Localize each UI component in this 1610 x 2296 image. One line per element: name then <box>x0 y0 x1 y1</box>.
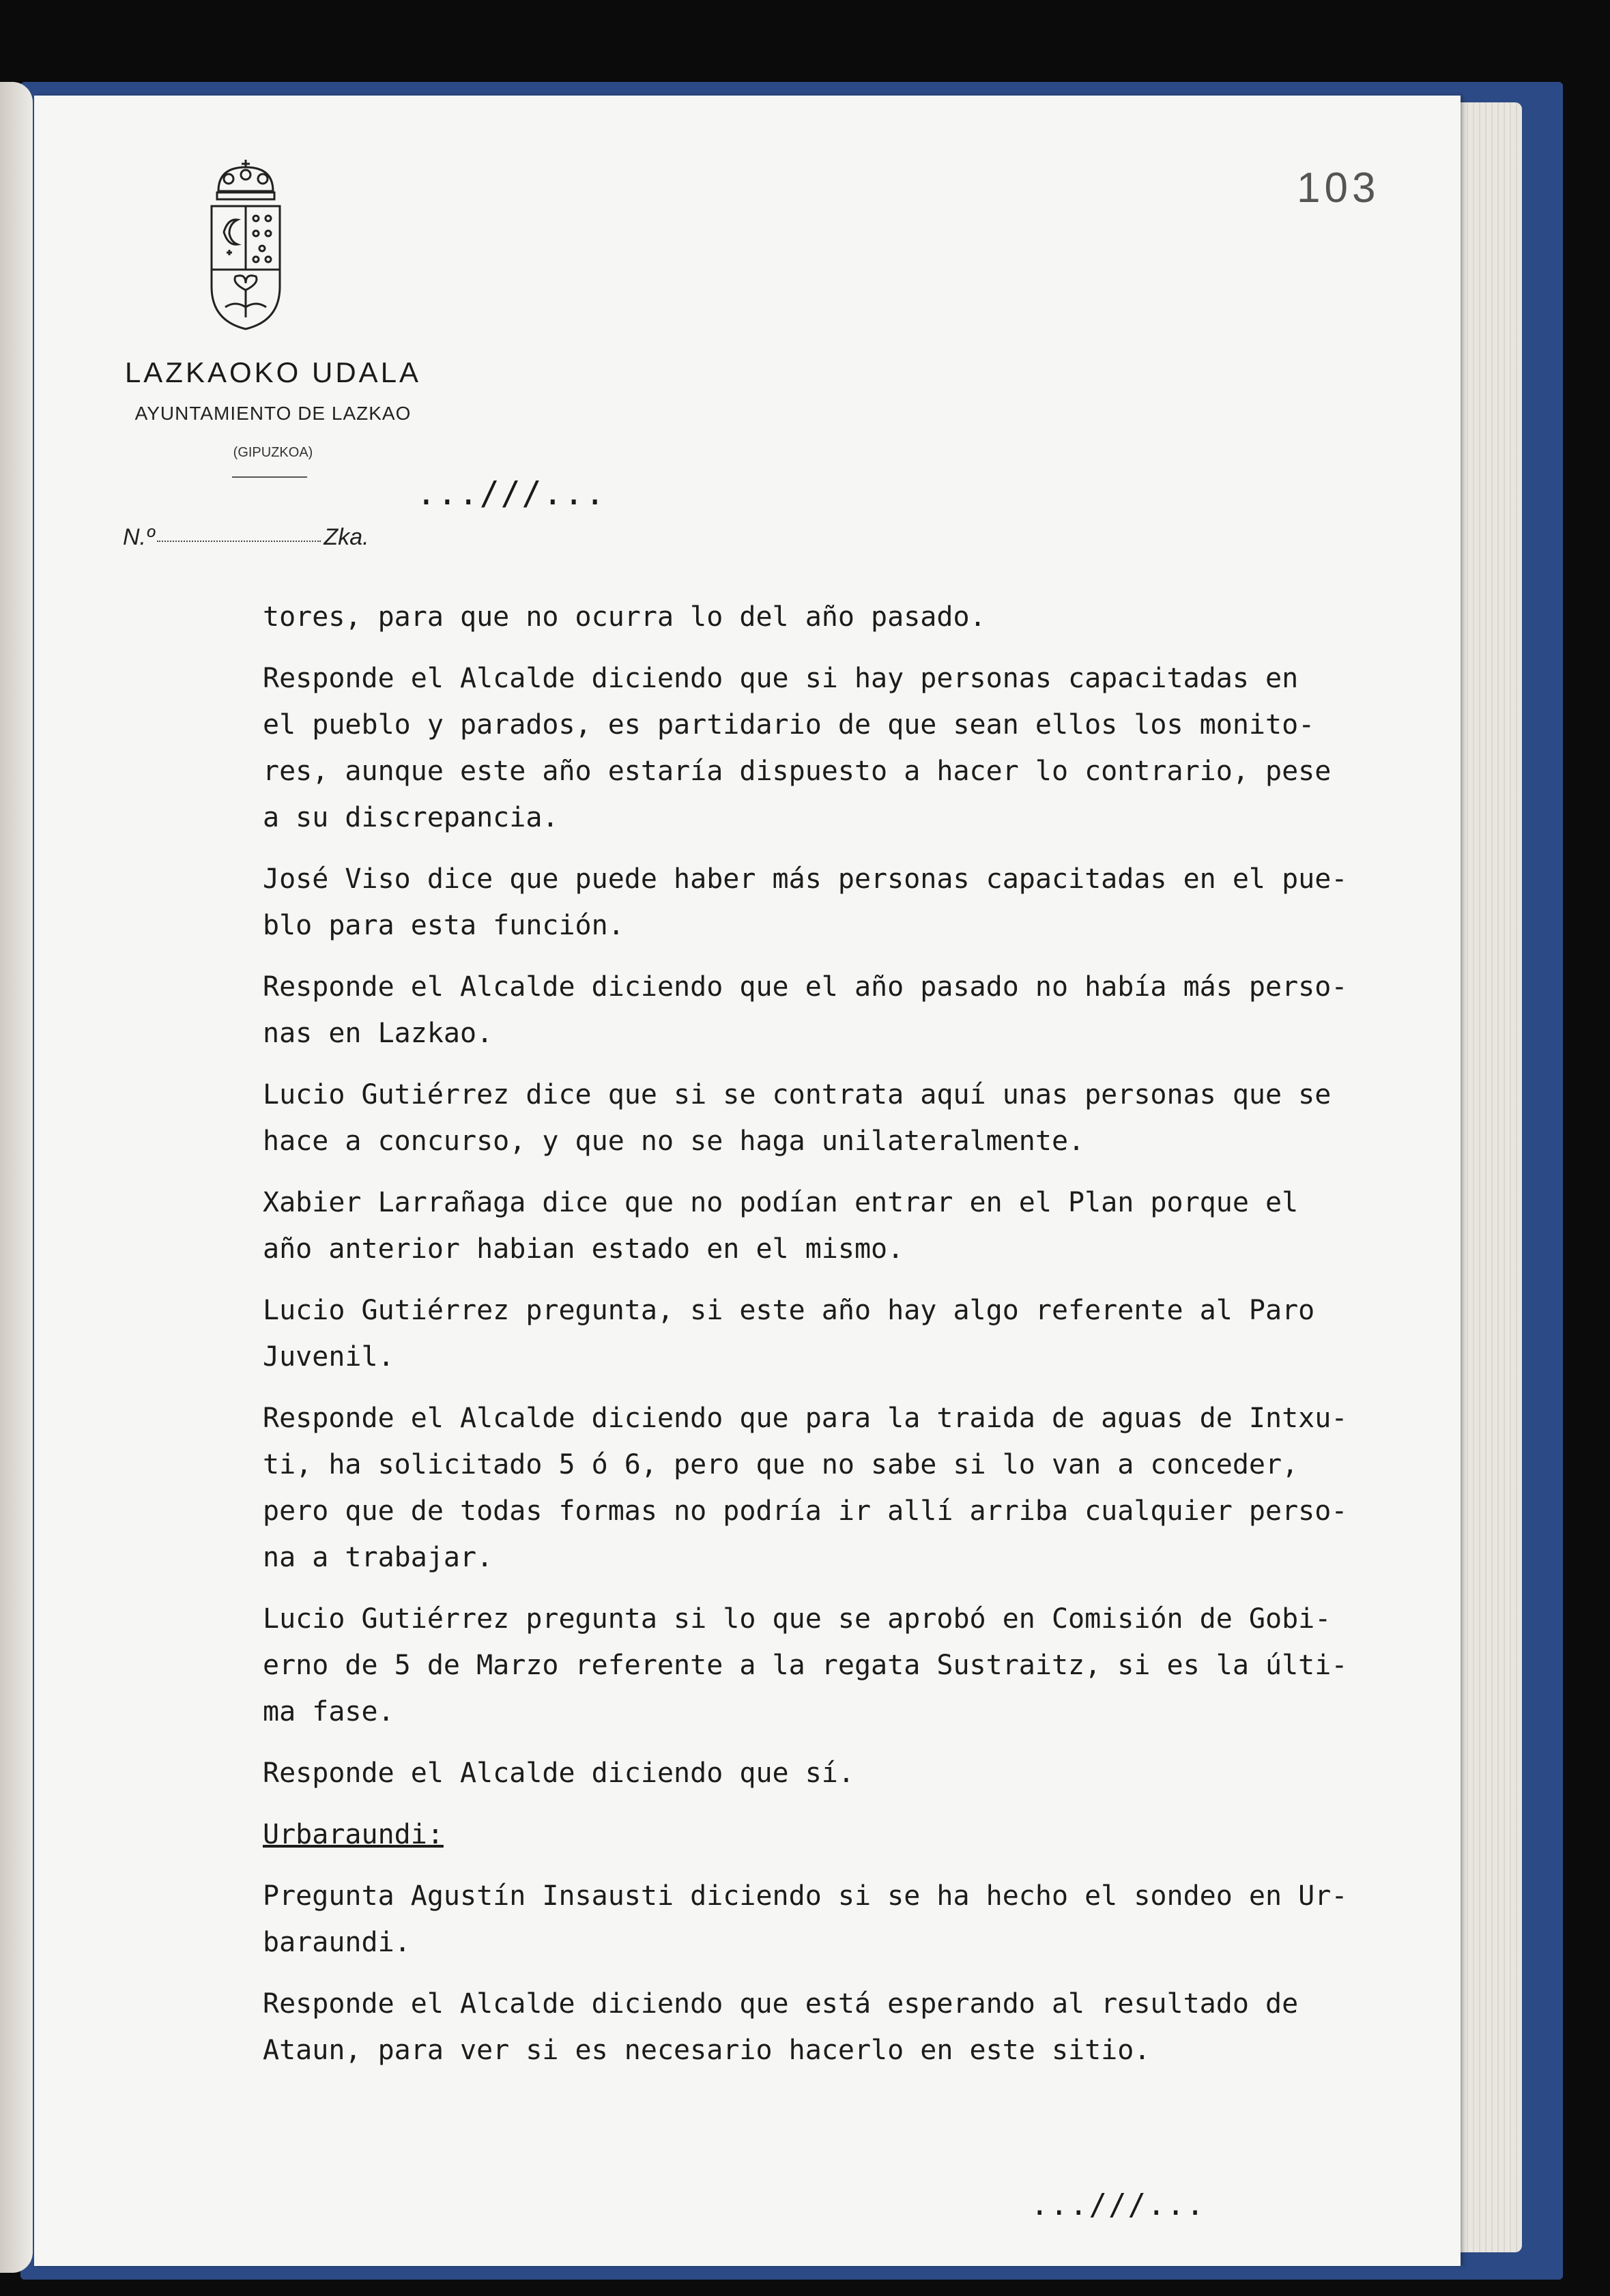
text-line: José Viso dice que puede haber más personas capacitadas en el pue- <box>263 863 1348 895</box>
paragraph <box>263 1750 1505 1796</box>
text-line: na a trabajar. <box>263 1542 493 1573</box>
text-line: Pregunta Agustín Insausti diciendo si se ha hecho el sondeo en Ur- <box>263 1880 1348 1912</box>
text-line: el pueblo y parados, es partidario de que sean ellos los monito- <box>263 709 1315 741</box>
text-line: blo para esta función. <box>263 910 624 941</box>
ref-suffix: Zka. <box>324 524 369 550</box>
text-line: ti, ha solicitado 5 ó 6, pero que no sabe si lo van a conceder, <box>263 1449 1299 1480</box>
org-name: LAZKAOKO UDALA <box>124 356 422 388</box>
text-line: Urbaraundi: <box>263 1819 444 1850</box>
text-line: hace a concurso, y que no se haga unilateralmente. <box>263 1125 1085 1157</box>
text-line: Lucio Gutiérrez pregunta si lo que se aprobó en Comisión de Gobi- <box>263 1603 1332 1635</box>
text-line: año anterior habian estado en el mismo. <box>263 1233 904 1265</box>
text-line: ma fase. <box>263 1696 394 1727</box>
text-line: Lucio Gutiérrez dice que si se contrata aquí unas personas que se <box>263 1079 1332 1110</box>
section-heading <box>263 1811 1505 1858</box>
text-line: Responde el Alcalde diciendo que sí. <box>263 1757 854 1789</box>
paragraph <box>263 1873 1505 1966</box>
page-number: 103 <box>1297 164 1380 212</box>
continuation-mark-bottom: ...///... <box>1031 2187 1206 2222</box>
text-line: a su discrepancia. <box>263 802 559 833</box>
text-line: Xabier Larrañaga dice que no podían entrar en el Plan porque el <box>263 1187 1299 1218</box>
text-line: Responde el Alcalde diciendo que el año pasado no había más perso- <box>263 971 1348 1003</box>
text-line: tores, para que no ocurra lo del año pasado. <box>263 601 986 633</box>
ref-prefix: N.º <box>123 524 155 550</box>
text-line: pero que de todas formas no podría ir allí arriba cualquier perso- <box>263 1495 1348 1527</box>
org-province: (GIPUZKOA) <box>233 445 313 460</box>
paragraph <box>263 1287 1505 1380</box>
text-line: Responde el Alcalde diciendo que si hay personas capacitadas en <box>263 663 1299 694</box>
document-page <box>34 96 1461 2266</box>
text-line: erno de 5 de Marzo referente a la regata Sustraitz, si es la últi- <box>263 1650 1348 1681</box>
text-line: Responde el Alcalde diciendo que para la traida de aguas de Intxu- <box>263 1403 1348 1434</box>
paragraph <box>263 1179 1505 1272</box>
left-page-edge <box>0 82 33 2273</box>
paragraph <box>263 655 1505 841</box>
text-line: nas en Lazkao. <box>263 1018 493 1049</box>
org-name-spanish: AYUNTAMIENTO DE LAZKAO <box>134 403 412 424</box>
paragraph <box>263 1596 1505 1735</box>
continuation-mark-top: ...///... <box>416 474 607 513</box>
coat-of-arms-icon <box>198 150 293 334</box>
paragraph <box>263 1072 1505 1164</box>
text-line: Ataun, para ver si es necesario hacerlo en este sitio. <box>263 2035 1151 2066</box>
text-line: Responde el Alcalde diciendo que está esperando al resultado de <box>263 1988 1299 2020</box>
minutes-body-text <box>263 594 1505 2089</box>
paragraph <box>263 1981 1505 2073</box>
paragraph <box>263 1395 1505 1581</box>
text-line: Lucio Gutiérrez pregunta, si este año hay algo referente al Paro <box>263 1295 1315 1326</box>
text-line: baraundi. <box>263 1927 411 1958</box>
reference-number-field <box>123 524 369 551</box>
paragraph <box>263 964 1505 1057</box>
paragraph <box>263 856 1505 949</box>
ref-blank-line <box>157 541 321 542</box>
paragraph <box>263 594 1505 640</box>
text-line: Juvenil. <box>263 1341 394 1373</box>
letterhead-divider <box>232 476 307 478</box>
text-line: res, aunque este año estaría dispuesto a hacer lo contrario, pese <box>263 756 1332 787</box>
